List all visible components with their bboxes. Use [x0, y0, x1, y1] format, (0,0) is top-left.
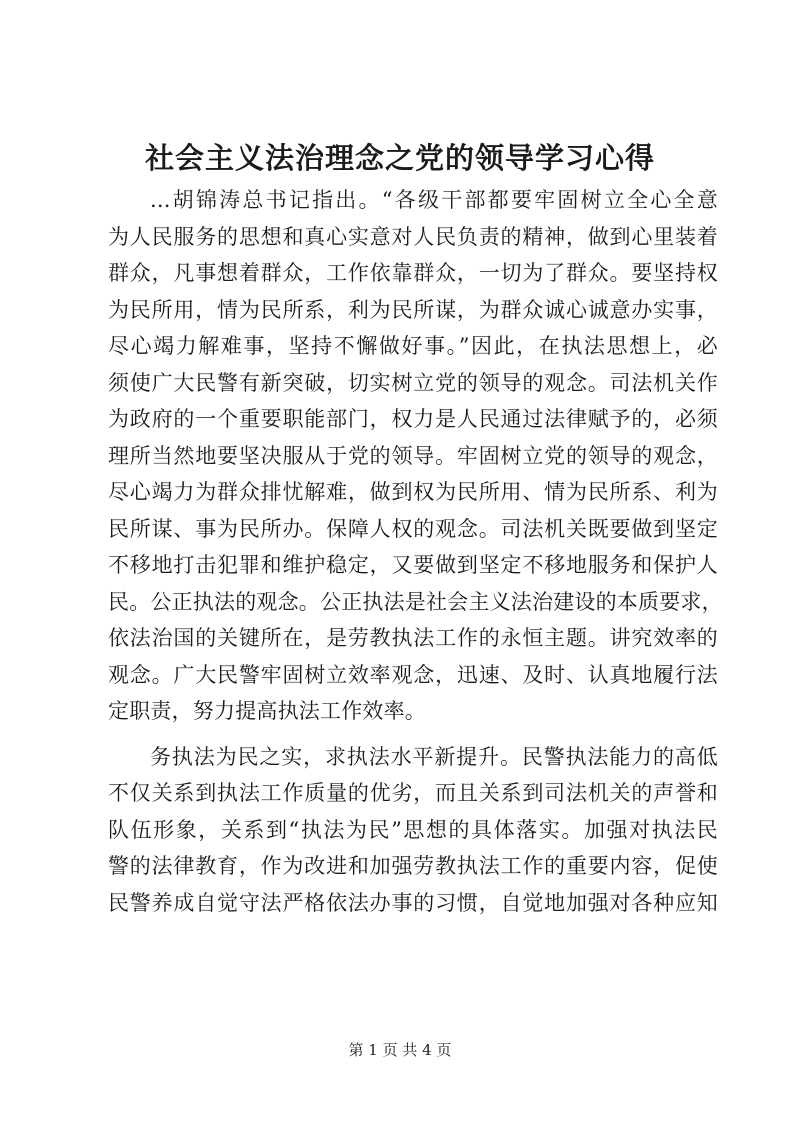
text-line: ...胡锦涛总书记指出。“各级干部都要牢固树立全心全意 — [150, 188, 718, 212]
text-line: 定职责，努力提高执法工作效率。 — [108, 699, 426, 723]
paragraph-1 — [108, 182, 723, 730]
text-line: 群众，凡事想着群众，工作依靠群众，一切为了群众。要坚持权 — [108, 261, 718, 285]
text-line: 为政府的一个重要职能部门，权力是人民通过法律赋予的，必须 — [108, 407, 718, 431]
document-body — [108, 182, 723, 921]
text-line: 依法治国的关键所在，是劳教执法工作的永恒主题。讲究效率的 — [108, 626, 718, 650]
text-line: 队伍形象，关系到“执法为民”思想的具体落实。加强对执法民 — [108, 817, 718, 842]
text-line: 民。公正执法的观念。公正执法是社会主义法治建设的本质要求， — [108, 589, 723, 614]
text-line: 不移地打击犯罪和维护稳定，又要做到坚定不移地服务和保护人 — [108, 553, 718, 577]
text-line: 警的法律教育，作为改进和加强劳教执法工作的重要内容，促使 — [108, 854, 718, 878]
text-line: 理所当然地要坚决服从于党的领导。牢固树立党的领导的观念， — [108, 443, 718, 468]
page-footer: 第 1 页 共 4 页 — [348, 1041, 452, 1059]
text-line: 观念。广大民警牢固树立效率观念，迅速、及时、认真地履行法 — [108, 662, 718, 687]
document-title: 社会主义法治理念之党的领导学习心得 — [144, 141, 655, 175]
text-line: 务执法为民之实，求执法水平新提升。民警执法能力的高低 — [150, 744, 718, 769]
text-line: 民警养成自觉守法严格依法办事的习惯，自觉地加强对各种应知 — [108, 890, 718, 915]
text-line: 尽心竭力解难事，坚持不懈做好事。”因此，在执法思想上，必 — [108, 334, 718, 358]
text-line: 为民所用，情为民所系，利为民所谋，为群众诚心诚意办实事， — [108, 297, 718, 322]
paragraph-2 — [108, 739, 718, 922]
text-line: 须使广大民警有新突破，切实树立党的领导的观念。司法机关作 — [108, 370, 718, 395]
text-line: 为人民服务的思想和真心实意对人民负责的精神，做到心里装着 — [108, 224, 718, 249]
text-line: 不仅关系到执法工作质量的优劣，而且关系到司法机关的声誉和 — [108, 781, 718, 805]
text-line: 尽心竭力为群众排忧解难，做到权为民所用、情为民所系、利为 — [108, 480, 718, 504]
text-line: 民所谋、事为民所办。保障人权的观念。司法机关既要做到坚定 — [108, 516, 718, 541]
